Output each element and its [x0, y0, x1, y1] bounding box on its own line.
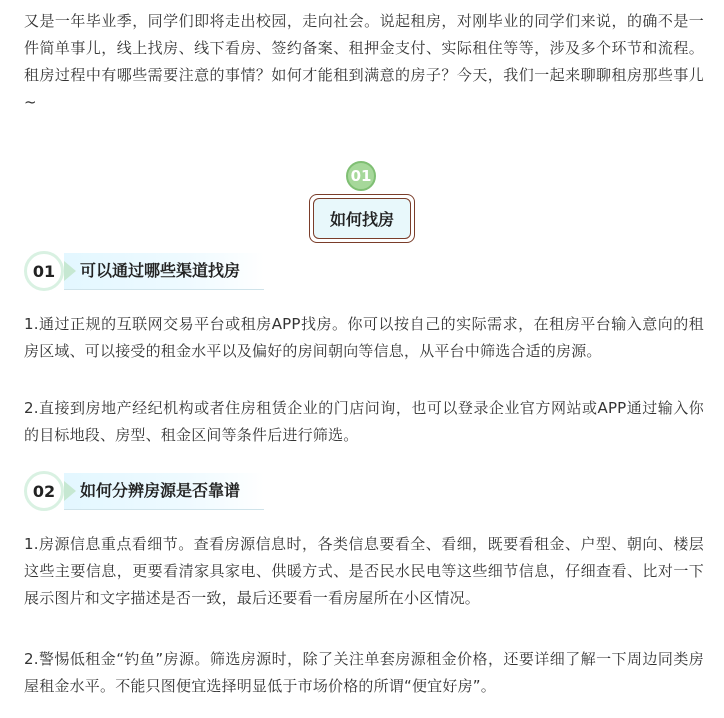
chapter-number-badge: 01 [346, 161, 376, 191]
section-2-paragraph-1: 1.房源信息重点看细节。查看房源信息时，各类信息要看全、看细，既要看租金、户型、朝向、楼层这些主要信息，更要看清家具家电、供暖方式、是否民水民电等这些细节信息，仔细查看、比对一下展示图片和文字描述是否一致，最后还要看一看房屋所在小区情况。 [24, 535, 704, 607]
arrow-icon [64, 261, 76, 281]
section-heading-2 [24, 469, 264, 513]
section-1-paragraph-1: 1.通过正规的互联网交易平台或租房APP找房。你可以按自己的实际需求，在租房平台输入意向的租房区域、可以接受的租金水平以及偏好的房间朝向等信息，从平台中筛选合适的房源。 [24, 315, 704, 360]
section-title: 可以通过哪些渠道找房 [80, 261, 241, 280]
arrow-icon [64, 481, 76, 501]
chapter-title: 如何找房 [313, 198, 411, 239]
section-title: 如何分辨房源是否靠谱 [80, 481, 241, 500]
section-number-badge: 01 [24, 251, 64, 291]
section-2-paragraph-2: 2.警惕低租金“钓鱼”房源。筛选房源时，除了关注单套房源租金价格，还要详细了解一下周边同类房屋租金水平。不能只图便宜选择明显低于市场价格的所谓“便宜好房”。 [24, 650, 704, 695]
section-1-paragraph-2: 2.直接到房地产经纪机构或者住房租赁企业的门店问询，也可以登录企业官方网站或APP通过输入你的目标地段、房型、租金区间等条件后进行筛选。 [24, 399, 704, 444]
chapter-title-box [309, 194, 415, 243]
section-heading-1 [24, 249, 264, 293]
section-number-badge: 02 [24, 471, 64, 511]
intro-paragraph: 又是一年毕业季，同学们即将走出校园，走向社会。说起租房，对刚毕业的同学们来说，的确不是一件简单事儿，线上找房、线下看房、签约备案、租押金支付、实际租住等等，涉及多个环节和流程。租房过程中有哪些需要注意的事情？如何才能租到满意的房子？今天，我们一起来聊聊租房那些事儿~ [24, 12, 704, 111]
